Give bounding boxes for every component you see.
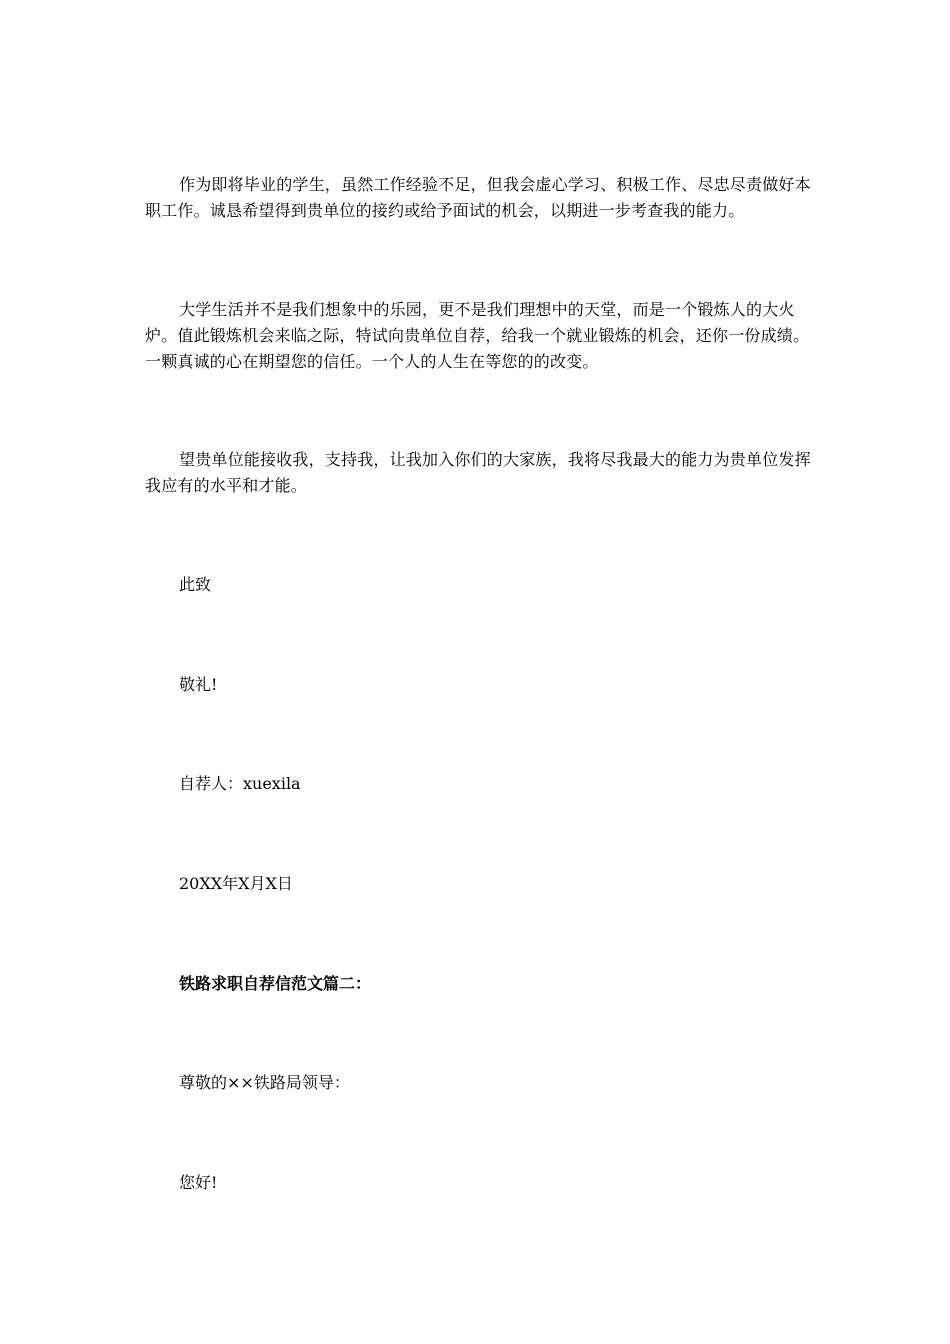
body-paragraph-3: 望贵单位能接收我，支持我，让我加入你们的大家族，我将尽我最大的能力为贵单位发挥我应有的水平和才能。 (145, 450, 811, 495)
body-paragraph-2: 大学生活并不是我们想象中的乐园，更不是我们理想中的天堂，而是一个锻炼人的大火炉。值此锻炼机会来临之际，特试向贵单位自荐，给我一个就业锻炼的机会，还你一份成绩。一颗真诚的心在期望您的信任。一个人的人生在等您的的改变。 (145, 300, 810, 371)
salute-line: 敬礼! (179, 675, 218, 694)
greeting-addressee: 尊敬的××铁路局领导： (179, 1073, 350, 1092)
section-heading: 铁路求职自荐信范文篇二： (179, 974, 372, 993)
date-line: 20XX年X月X日 (179, 874, 293, 893)
closing-line: 此致 (179, 575, 212, 594)
body-paragraph-1: 作为即将毕业的学生，虽然工作经验不足，但我会虚心学习、积极工作、尽忠尽责做好本职工作。诚恳希望得到贵单位的接约或给予面试的机会，以期进一步考查我的能力。 (145, 175, 811, 220)
signature-line: 自荐人：xuexila (179, 774, 301, 793)
greeting-line: 您好! (179, 1173, 218, 1192)
